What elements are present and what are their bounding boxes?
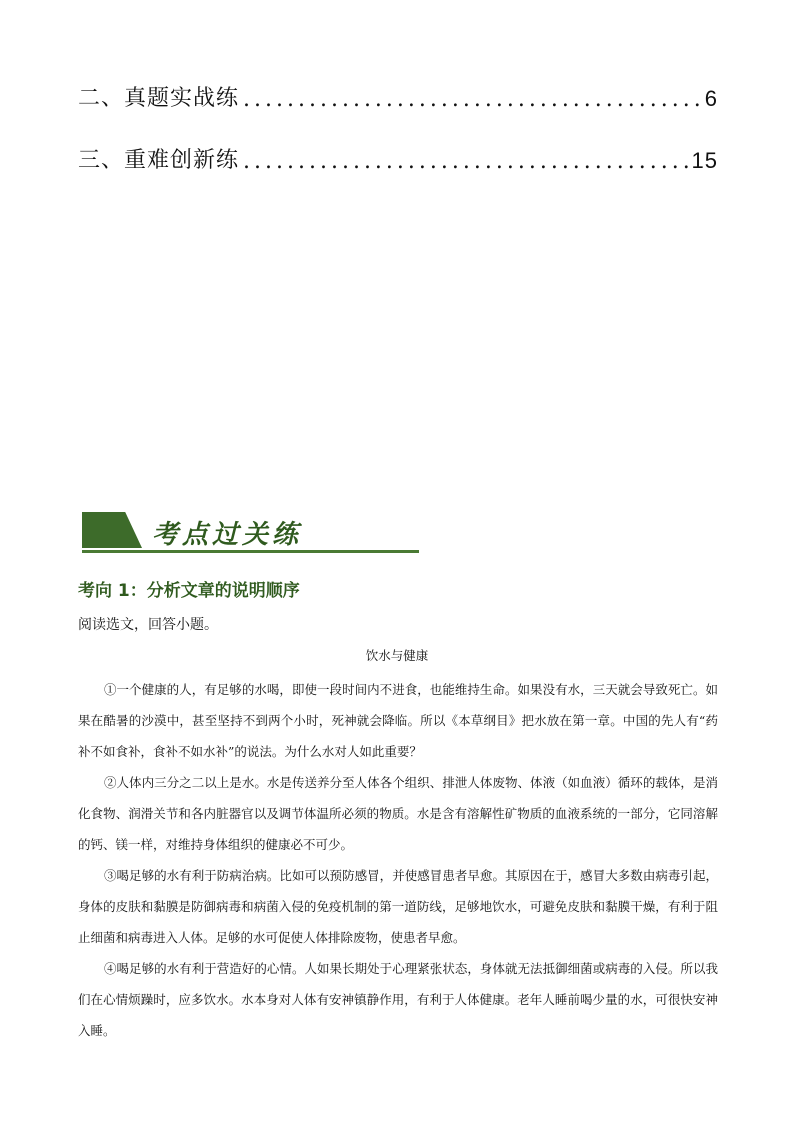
article-title: 饮水与健康 [365,648,429,663]
toc-entry-zhongnan[interactable] [78,134,718,174]
section-heading: 考向 1：分析文章的说明顺序 [78,581,300,601]
article-paragraph: ②人体内三分之二以上是水。水是传送养分至人体各个组织、排泄人体废物、体液（如血液）循环的载体，是消化食物、润滑关节和各内脏器官以及调节体温所必须的物质。水是含有溶解性矿物质的血液系统的一部分，它同溶解的钙、镁一样，对维持身体组织的健康必不可少。 [78,775,718,852]
section-banner [82,512,419,554]
article-paragraph: ③喝足够的水有利于防病治病。比如可以预防感冒，并使感冒患者早愈。其原因在于，感冒大多数由病毒引起，身体的皮肤和黏膜是防御病毒和病菌入侵的免疫机制的第一道防线，足够地饮水，可避免皮肤和黏膜干燥，有利于阻止细菌和病毒进入人体。足够的水可促使人体排除废物，使患者早愈。 [78,868,718,945]
toc-page-number: 6 [704,86,718,111]
banner-title: 考点过关练 [152,520,303,550]
article-body [78,674,718,1046]
banner-tab-shape [82,512,142,548]
reading-instruction: 阅读选文，回答小题。 [78,617,218,633]
toc-page-number: 15 [691,148,718,173]
toc-dot-leader [243,87,701,112]
toc-dot-leader [243,149,688,174]
toc-entry-label: 三、重难创新练 [78,148,240,173]
toc-entry-zhenti[interactable] [78,72,718,112]
article-paragraph: ④喝足够的水有利于营造好的心情。人如果长期处于心理紧张状态，身体就无法抵御细菌或病毒的入侵。所以我们在心情烦躁时，应多饮水。水本身对人体有安神镇静作用，有利于人体健康。老年人睡前喝少量的水，可很快安神入睡。 [78,961,718,1038]
banner-underline [82,550,419,553]
toc-entry-label: 二、真题实战练 [78,86,240,111]
article-paragraph: ①一个健康的人，有足够的水喝，即使一段时间内不进食，也能维持生命。如果没有水，三天就会导致死亡。如果在酷暑的沙漠中，甚至坚持不到两个小时，死神就会降临。所以《本草纲目》把水放在第一章。中国的先人有“药补不如食补，食补不如水补”的说法。为什么水对人如此重要？ [78,682,718,759]
